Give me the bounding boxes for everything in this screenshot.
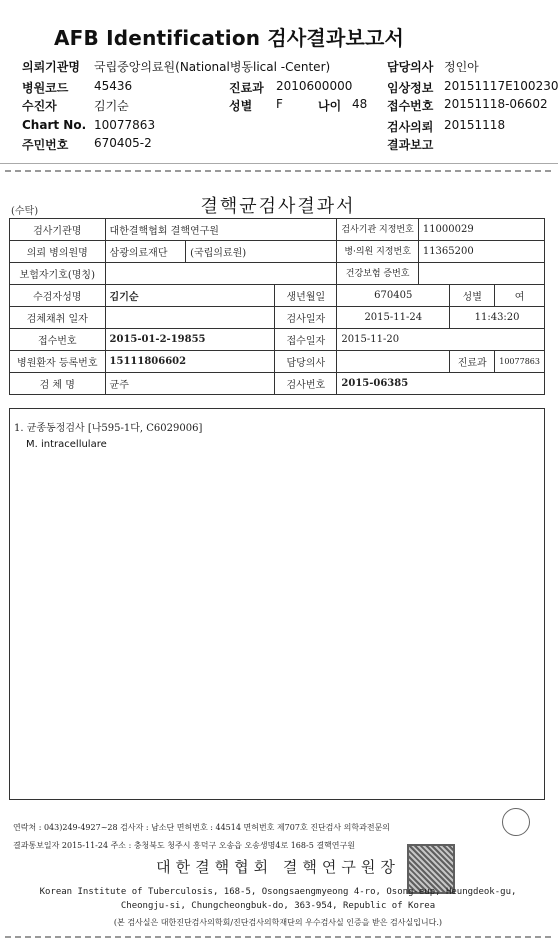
result-section xyxy=(9,408,545,800)
patient-name-value: 김기순 xyxy=(105,285,275,307)
table-row xyxy=(10,241,545,263)
req-hosp-code-label: 병·의원 지정번호 xyxy=(337,241,418,263)
scanned-report-title: 결핵균검사결과서 xyxy=(200,196,356,217)
test-no-value: 2015-06385 xyxy=(337,373,545,395)
report-title: AFB Identification 검사결과보고서 xyxy=(54,26,405,50)
footer-en-line1: Korean Institute of Tuberculosis, 168-5, Osongsaengmyeong 4-ro, Osong-eup, Heungdeok-gu, xyxy=(39,887,517,897)
insurer-label: 보험자기호(명칭) xyxy=(10,263,106,285)
footer-contact: 연락처 : 043)249-4927~28 검사자 : 남소단 면허번호 : 44514 면허번호 제707호 진단검사 의학과전문의 xyxy=(13,823,391,832)
doctor-label: 담당의사 xyxy=(387,60,434,74)
chart-label: Chart No. xyxy=(22,118,87,132)
result-test-line: 1. 균종동정검사 [나595-1다, C6029006] xyxy=(14,423,203,434)
reg-label: 병원환자 등록번호 xyxy=(10,351,106,373)
id-value: 670405-2 xyxy=(94,136,152,150)
report-table xyxy=(9,218,545,395)
dept-label: 진료과 xyxy=(450,351,495,373)
ins-card-label: 건강보험 증번호 xyxy=(337,263,418,285)
specimen-value: 균주 xyxy=(105,373,275,395)
insurer-value xyxy=(105,263,337,285)
report-label: 결과보고 xyxy=(387,138,434,152)
receipt-label: 접수번호 xyxy=(387,99,434,113)
id-label: 주민번호 xyxy=(22,138,69,152)
req-hosp-code-value: 11365200 xyxy=(418,241,544,263)
hospital-code-value: 45436 xyxy=(94,79,133,93)
table-row xyxy=(10,263,545,285)
reg-value: 15111806602 xyxy=(105,351,275,373)
age-label: 나이 xyxy=(318,99,342,113)
receipt-no-label: 접수번호 xyxy=(10,329,106,351)
table-row xyxy=(10,219,545,241)
header-divider xyxy=(0,163,558,164)
sex-label: 성별 xyxy=(229,99,253,113)
table-row xyxy=(10,351,545,373)
patient-value: 김기순 xyxy=(94,99,129,113)
doctor-value: 정인아 xyxy=(444,60,479,74)
table-row xyxy=(10,373,545,395)
dept-value: 2010600000 xyxy=(276,79,353,93)
collect-label: 검체채취 일자 xyxy=(10,307,106,329)
inst-value: 대한결핵협회 결핵연구원 xyxy=(105,219,337,241)
req-hosp-value: 삼광의료재단 xyxy=(105,241,186,263)
sex-value: F xyxy=(276,97,283,111)
chart-value: 10077863 xyxy=(94,118,156,132)
inst-code-value: 11000029 xyxy=(418,219,544,241)
request-value: 20151118 xyxy=(444,118,506,132)
receipt-date-value: 2015-11-20 xyxy=(337,329,545,351)
receipt-value: 20151118-06602 xyxy=(444,97,548,111)
footer-en-line2: Cheongju-si, Chungcheongbuk-do, 363-954, Republic of Korea xyxy=(120,901,436,911)
collect-value xyxy=(105,307,275,329)
clinical-value: 20151117E100230 xyxy=(444,79,558,93)
scanned-report xyxy=(5,170,551,938)
footer-institute: 대한결핵협회 결핵연구원장 xyxy=(156,858,400,876)
test-time-value: 11:43:20 xyxy=(450,307,545,329)
sex-value: 여 xyxy=(495,285,545,307)
birth-label: 생년월일 xyxy=(275,285,337,307)
test-no-label: 검사번호 xyxy=(275,373,337,395)
dept-label: 진료과 xyxy=(229,81,264,95)
hospital-label: 의뢰기관명 xyxy=(22,60,80,74)
inst-code-label: 검사기관 지정번호 xyxy=(337,219,418,241)
doctor-label: 담당의사 xyxy=(275,351,337,373)
hospital-value: 국립중앙의료원(National병동lical -Center) xyxy=(94,60,331,74)
patient-name-label: 수검자성명 xyxy=(10,285,106,307)
footer-certification: (본 검사실은 대한진단검사의학회/진단검사의학재단의 우수검사실 인증을 받은 검사실입니다.) xyxy=(113,918,443,927)
specimen-label: 검 체 명 xyxy=(10,373,106,395)
test-date-value: 2015-11-24 xyxy=(337,307,450,329)
table-row xyxy=(10,329,545,351)
footer-address: 결과통보일자 2015-11-24 주소 : 충청북도 청주시 흥덕구 오송읍 오송생명4로 168-5 결핵연구원 xyxy=(13,841,355,850)
ins-card-value xyxy=(418,263,544,285)
hospital-code-label: 병원코드 xyxy=(22,81,69,95)
inst-label: 검사기관명 xyxy=(10,219,106,241)
age-value: 48 xyxy=(352,97,368,111)
clinical-label: 임상정보 xyxy=(387,81,434,95)
table-row xyxy=(10,307,545,329)
test-date-label: 검사일자 xyxy=(275,307,337,329)
req-hosp-extra: (국립의료원) xyxy=(186,241,337,263)
consignment-tag: (수탁) xyxy=(11,206,39,217)
result-organism: M. intracellulare xyxy=(26,439,107,450)
sex-label: 성별 xyxy=(450,285,495,307)
receipt-date-label: 접수일자 xyxy=(275,329,337,351)
patient-label: 수진자 xyxy=(22,99,57,113)
req-hosp-label: 의뢰 병의원명 xyxy=(10,241,106,263)
doctor-value xyxy=(337,351,450,373)
birth-value: 670405 xyxy=(337,285,450,307)
dept-value: 10077863 xyxy=(495,351,545,373)
request-label: 검사의뢰 xyxy=(387,120,434,134)
receipt-no-value: 2015-01-2-19855 xyxy=(105,329,275,351)
table-row xyxy=(10,285,545,307)
